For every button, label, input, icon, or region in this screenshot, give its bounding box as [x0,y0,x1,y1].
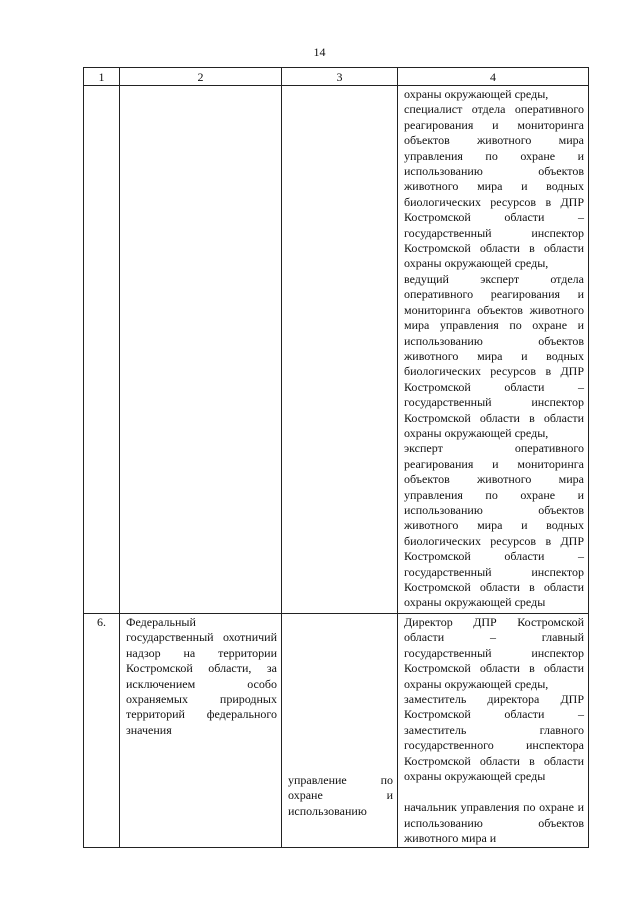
row-number: 6. [97,615,106,629]
continued-col1-cell [84,86,120,614]
department-text: управление по охране и использованию [288,773,393,818]
officials-text-3: ведущий эксперт отдела оперативного реагирования и мониторинга объектов животного мира управления по охране и использованию объектов животного мира и водных биологических ресурсов в ДПР Костромской области – государственный инспектор Костромской области в области охраны окружающей среды, [404,271,584,440]
control-type-text: Федеральный государственный охотничий надзор на территории Костромской области, за исключением особо охраняемых природных территорий федерального значения [126,615,277,737]
officials-text-4: эксперт оперативного реагирования и мониторинга объектов животного мира управления по охране и использованию объектов животного мира и водных биологических ресурсов в ДПР Костромской области – государственный инспектор Костромской области в области охраны окружающей среды [404,441,584,610]
officials-text-head: начальник управления по охране и использованию объектов животного мира и [404,800,584,846]
row6-department-cell [282,614,398,848]
row6-number-cell [84,614,120,848]
continued-col3-cell [282,86,398,614]
officials-text-director: Директор ДПР Костромской области – главный государственный инспектор Костромской области в области охраны окружающей среды, [404,615,584,691]
column-header-4: 4 [398,68,589,86]
table-header-row [84,68,589,86]
officials-text-2: специалист отдела оперативного реагирования и мониторинга объектов животного мира управления по охране и использованию объектов животного мира и водных биологических ресурсов в ДПР Костромской области – государственный инспектор Костромской области в области охраны окружающей среды, [404,102,584,271]
column-header-1: 1 [84,68,120,86]
column-header-3: 3 [282,68,398,86]
continued-col2-cell [120,86,282,614]
officials-text-1: охраны окружающей среды, [404,87,549,101]
column-header-2: 2 [120,68,282,86]
table-row-continued [84,86,589,614]
table-row-6 [84,614,589,848]
officials-text-deputy: заместитель директора ДПР Костромской области – заместитель главного государственного инспектора Костромской области в области охраны окружающей среды [404,692,584,784]
row6-officials-cell [398,614,589,848]
continued-col4-cell [398,86,589,614]
document-table [83,67,589,848]
row6-control-type-cell [120,614,282,848]
page-number: 14 [313,45,326,59]
